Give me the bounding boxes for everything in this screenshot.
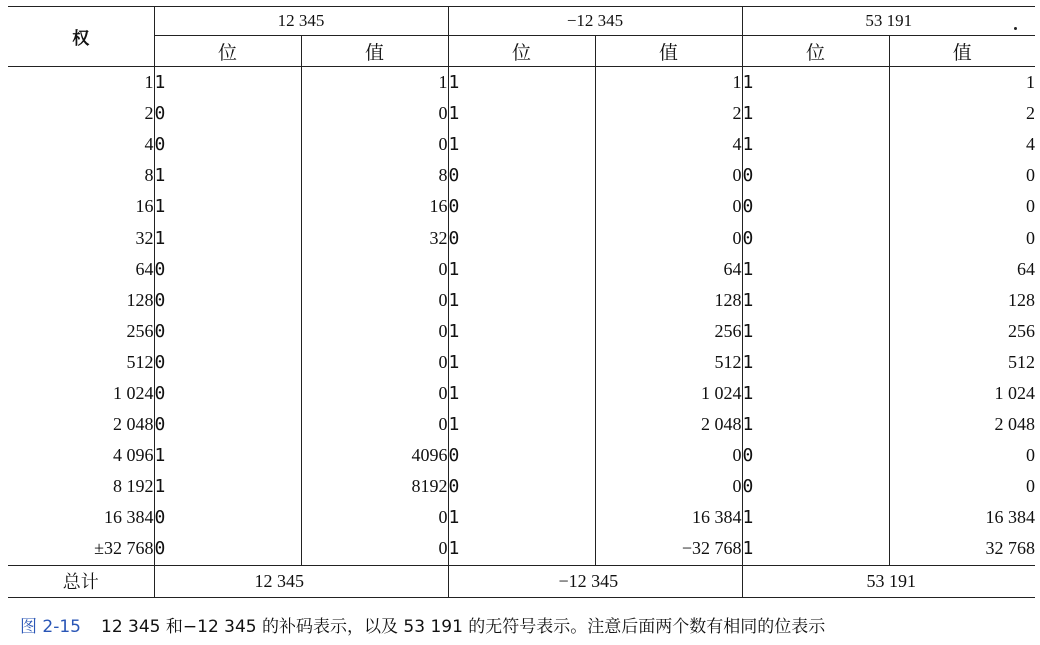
table-row (8, 440, 1035, 471)
table-row (8, 98, 1035, 129)
value-cell: 0 (301, 98, 448, 129)
value-cell: 256 (595, 316, 742, 347)
weight-cell: 256 (8, 316, 154, 347)
value-cell: 64 (595, 254, 742, 285)
total-53191: 53 191 (742, 565, 1035, 597)
weight-cell: 4 (8, 129, 154, 160)
table-row (8, 160, 1035, 191)
value-cell: 8 (301, 160, 448, 191)
bit-cell: 1 (448, 409, 595, 440)
bit-cell: 1 (742, 129, 889, 160)
value-cell: 1 (595, 67, 742, 99)
bit-cell: 0 (154, 347, 301, 378)
value-cell: 0 (595, 222, 742, 253)
value-cell: 2 (1026, 103, 1035, 124)
table-row (8, 533, 1035, 565)
bit-cell: 1 (448, 67, 595, 99)
group-header-53191: 53 191 (742, 7, 1035, 36)
bit-cell: 1 (448, 347, 595, 378)
table-row (8, 471, 1035, 502)
value-cell: 4 (595, 129, 742, 160)
table-row (8, 191, 1035, 222)
bit-cell: 1 (742, 378, 889, 409)
value-cell: 2 048 (994, 414, 1035, 435)
value-cell: 0 (1026, 476, 1035, 497)
bit-cell: 0 (154, 378, 301, 409)
table-row (8, 316, 1035, 347)
bit-cell: 0 (448, 222, 595, 253)
bit-cell: 0 (448, 440, 595, 471)
value-cell: 0 (1026, 445, 1035, 466)
value-cell: 0 (301, 533, 448, 565)
value-cell: 0 (595, 440, 742, 471)
bit-cell: 1 (742, 347, 889, 378)
value-cell: 256 (1008, 320, 1035, 341)
weight-cell: 512 (8, 347, 154, 378)
value-cell: 0 (595, 191, 742, 222)
table-row (8, 285, 1035, 316)
table-row (8, 502, 1035, 533)
bit-cell: 1 (742, 409, 889, 440)
weight-cell: 128 (8, 285, 154, 316)
value-cell: 0 (1026, 196, 1035, 217)
bit-cell: 0 (154, 129, 301, 160)
bit-cell: 0 (154, 533, 301, 565)
weight-cell: 2 048 (8, 409, 154, 440)
value-cell: 2 (595, 98, 742, 129)
table-row (8, 67, 1035, 99)
bit-cell: 0 (154, 254, 301, 285)
value-cell: 16 384 (985, 507, 1035, 528)
bit-cell: 0 (742, 471, 889, 502)
bit-cell: 1 (742, 98, 889, 129)
value-cell: 512 (1008, 351, 1035, 372)
table-row (8, 378, 1035, 409)
weight-cell: 2 (8, 98, 154, 129)
value-cell: 2 048 (595, 409, 742, 440)
bit-cell: 1 (742, 254, 889, 285)
table-row (8, 409, 1035, 440)
total-neg12345: −12 345 (448, 565, 742, 597)
table-row (8, 347, 1035, 378)
value-cell: 0 (301, 347, 448, 378)
bit-cell: 0 (154, 409, 301, 440)
value-cell: 0 (301, 502, 448, 533)
value-cell: 64 (1017, 258, 1035, 279)
bit-cell: 1 (154, 160, 301, 191)
sub-header-bit: 位 (154, 36, 301, 67)
value-cell: 512 (595, 347, 742, 378)
value-cell: 0 (595, 471, 742, 502)
group-header-neg12345: −12 345 (448, 7, 742, 36)
value-cell: 128 (1008, 289, 1035, 310)
bit-cell: 1 (742, 285, 889, 316)
weight-cell: 16 (8, 191, 154, 222)
value-cell: 16 384 (595, 502, 742, 533)
figure-caption (20, 612, 1030, 637)
value-cell: 0 (1026, 165, 1035, 186)
value-cell: 0 (301, 409, 448, 440)
weight-cell: 8 (8, 160, 154, 191)
bit-cell: 1 (154, 471, 301, 502)
weight-cell: 16 384 (8, 502, 154, 533)
value-cell: 0 (301, 316, 448, 347)
sub-header-value: 值 (595, 36, 742, 67)
caption-text: 12 345 和−12 345 的补码表示，以及 53 191 的无符号表示。注意后面两个数有相同的位表示 (101, 617, 826, 637)
bit-cell: 1 (448, 254, 595, 285)
bit-cell: 1 (448, 378, 595, 409)
bit-cell: 1 (448, 285, 595, 316)
total-label: 总计 (8, 565, 154, 597)
value-cell: 1 (1026, 72, 1035, 93)
bit-cell: 1 (742, 316, 889, 347)
weight-cell: 1 (8, 67, 154, 99)
table-row (8, 254, 1035, 285)
group-header-12345: 12 345 (154, 7, 448, 36)
bit-cell: 1 (742, 533, 889, 565)
bit-cell: 1 (154, 67, 301, 99)
value-cell: 4096 (301, 440, 448, 471)
value-cell: 4 (1026, 134, 1035, 155)
bit-cell: 1 (154, 222, 301, 253)
weight-cell: 1 024 (8, 378, 154, 409)
value-cell: 0 (1026, 227, 1035, 248)
value-cell: 1 024 (994, 382, 1035, 403)
figure-label: 图 2-15 (20, 617, 81, 637)
bit-cell: 1 (448, 129, 595, 160)
value-cell: 32 (301, 222, 448, 253)
value-cell: 1 024 (595, 378, 742, 409)
bit-cell: 0 (742, 440, 889, 471)
table-row (8, 129, 1035, 160)
bit-cell: 0 (742, 222, 889, 253)
sub-header-bit: 位 (448, 36, 595, 67)
weight-cell: 64 (8, 254, 154, 285)
bit-cell: 0 (448, 191, 595, 222)
value-cell: 0 (301, 285, 448, 316)
bit-cell: 1 (154, 191, 301, 222)
weight-cell: 32 (8, 222, 154, 253)
bit-cell: 0 (742, 160, 889, 191)
weight-header: 权 (8, 7, 154, 67)
bit-cell: 1 (742, 502, 889, 533)
bit-cell: 0 (154, 285, 301, 316)
bit-representation-table (8, 6, 1035, 598)
table-row (8, 222, 1035, 253)
weight-cell: 4 096 (8, 440, 154, 471)
bit-cell: 1 (742, 67, 889, 99)
bit-cell: 0 (448, 471, 595, 502)
bit-cell: 1 (154, 440, 301, 471)
bit-cell: 0 (154, 502, 301, 533)
bit-cell: 0 (742, 191, 889, 222)
sub-header-value: 值 (301, 36, 448, 67)
weight-cell: 8 192 (8, 471, 154, 502)
value-cell: 16 (301, 191, 448, 222)
weight-cell: ±32 768 (8, 533, 154, 565)
value-cell: 0 (301, 129, 448, 160)
value-cell: 1 (301, 67, 448, 99)
bit-cell: 0 (448, 160, 595, 191)
bit-cell: 1 (448, 316, 595, 347)
total-12345: 12 345 (154, 565, 448, 597)
bit-cell: 1 (448, 98, 595, 129)
bit-cell: 0 (154, 316, 301, 347)
sub-header-value: 值 (889, 36, 1035, 67)
value-cell: 0 (301, 254, 448, 285)
bit-cell: 1 (448, 533, 595, 565)
bit-cell: 0 (154, 98, 301, 129)
bit-cell: 1 (448, 502, 595, 533)
value-cell: 0 (595, 160, 742, 191)
value-cell: 0 (301, 378, 448, 409)
value-cell: 128 (595, 285, 742, 316)
value-cell: 32 768 (985, 538, 1035, 559)
sub-header-bit: 位 (742, 36, 889, 67)
value-cell: −32 768 (595, 533, 742, 565)
value-cell: 8192 (301, 471, 448, 502)
